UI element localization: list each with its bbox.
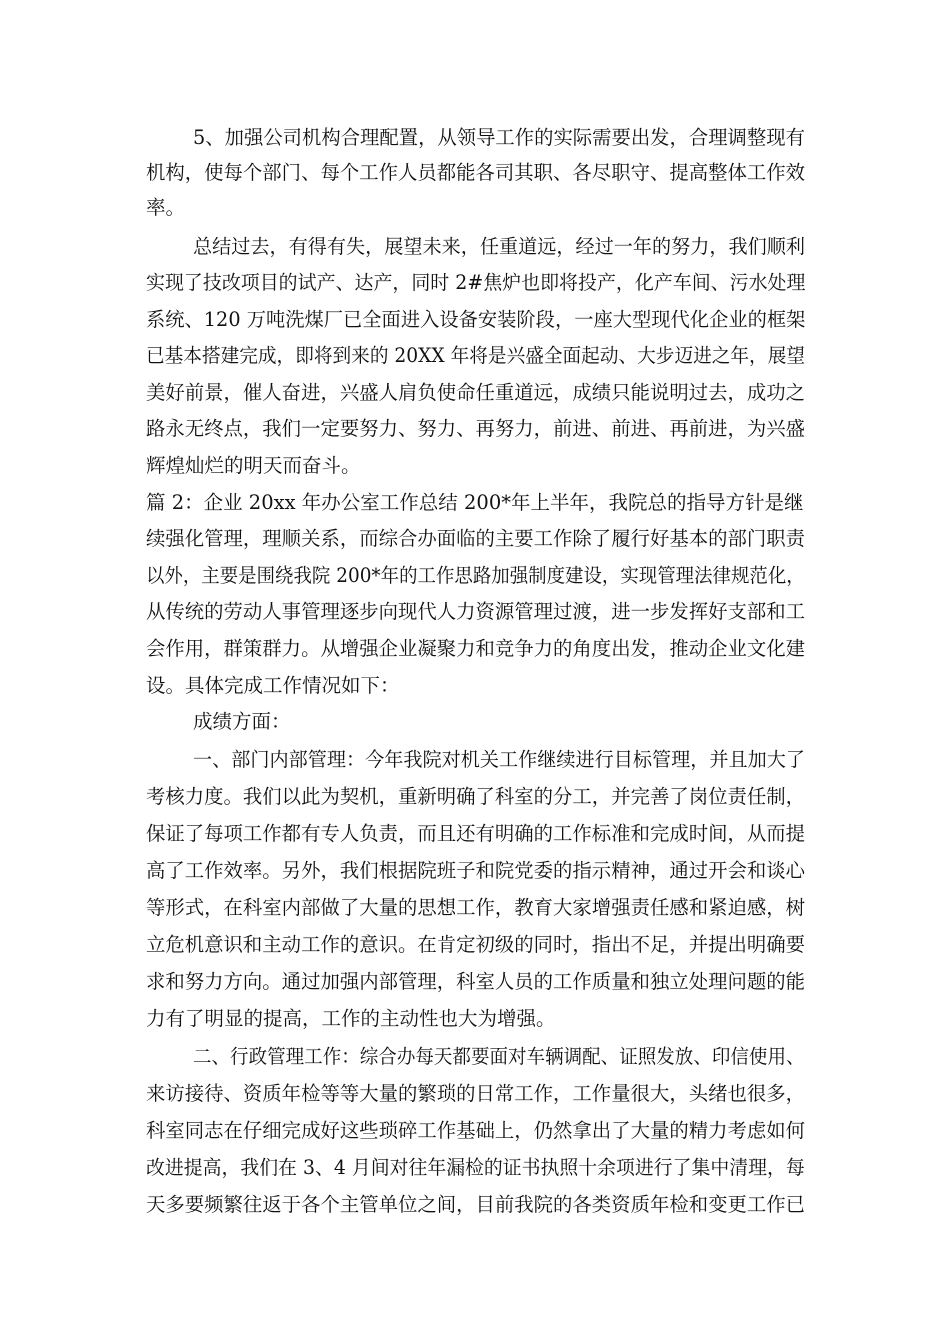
text-line: 辉煌灿烂的明天而奋斗。 [146,454,361,477]
text-line: 系统、120 万吨洗煤厂已全面进入设备安装阶段，一座大型现代化企业的框架 [146,308,806,331]
text-line: 路永无终点，我们一定要努力、努力、再努力，前进、前进、再前进，为兴盛 [146,417,806,440]
text-line: 以外，主要是围绕我院 200*年的工作思路加强制度建设，实现管理法律规范化， [146,564,805,587]
text-line: 天多要频繁往返于各个主管单位之间，目前我院的各类资质年检和变更工作已 [146,1193,806,1216]
section-heading-line: 篇 2：企业 20xx 年办公室工作总结 200*年上半年，我院总的指导方针是继 [146,491,804,514]
text-line: 改进提高，我们在 3、4 月间对往年漏检的证书执照十余项进行了集中清理，每 [146,1156,805,1179]
text-line: 机构，使每个部门、每个工作人员都能各司其职、各尽职守、提高整体工作效 [146,161,806,184]
text-line: 保证了每项工作都有专人负责，而且还有明确的工作标准和完成时间，从而提 [146,822,806,845]
text-line: 考核力度。我们以此为契机，重新明确了科室的分工，并完善了岗位责任制， [146,785,806,808]
text-line: 会作用，群策群力。从增强企业凝聚力和竞争力的角度出发，推动企业文化建 [146,637,806,660]
text-line: 高了工作效率。另外，我们根据院班子和院党委的指示精神，通过开会和谈心 [146,859,806,882]
text-line: 求和努力方向。通过加强内部管理，科室人员的工作质量和独立处理问题的能 [146,970,806,993]
text-line: 从传统的劳动人事管理逐步向现代人力资源管理过渡，进一步发挥好支部和工 [146,600,806,623]
text-line: 续强化管理，理顺关系，而综合办面临的主要工作除了履行好基本的部门职责 [146,527,806,550]
text-line: 5、加强公司机构合理配置，从领导工作的实际需要出发，合理调整现有 [193,126,805,149]
subheading-line: 成绩方面： [193,710,291,733]
text-line: 实现了技改项目的试产、达产，同时 2#焦炉也即将投产，化产车间、污水处理 [146,271,806,294]
text-line: 一、部门内部管理：今年我院对机关工作继续进行目标管理，并且加大了 [193,748,806,771]
text-line: 力有了明显的提高，工作的主动性也大为增强。 [146,1007,556,1030]
text-line: 等形式，在科室内部做了大量的思想工作，教育大家增强责任感和紧迫感，树 [146,896,806,919]
text-line: 美好前景，催人奋进，兴盛人肩负使命任重道远，成绩只能说明过去，成功之 [146,381,806,404]
text-line: 率。 [146,196,186,219]
text-line: 来访接待、资质年检等等大量的繁琐的日常工作，工作量很大，头绪也很多， [146,1082,806,1105]
text-line: 已基本搭建完成，即将到来的 20XX 年将是兴盛全面起动、大步迈进之年，展望 [146,344,806,367]
text-line: 总结过去，有得有失，展望未来，任重道远，经过一年的努力，我们顺利 [193,235,806,258]
text-line: 科室同志在仔细完成好这些琐碎工作基础上，仍然拿出了大量的精力考虑如何 [146,1119,806,1142]
text-line: 立危机意识和主动工作的意识。在肯定初级的同时，指出不足，并提出明确要 [146,933,806,956]
text-line: 设。具体完成工作情况如下： [146,674,400,697]
text-line: 二、行政管理工作：综合办每天都要面对车辆调配、证照发放、印信使用、 [193,1045,805,1068]
